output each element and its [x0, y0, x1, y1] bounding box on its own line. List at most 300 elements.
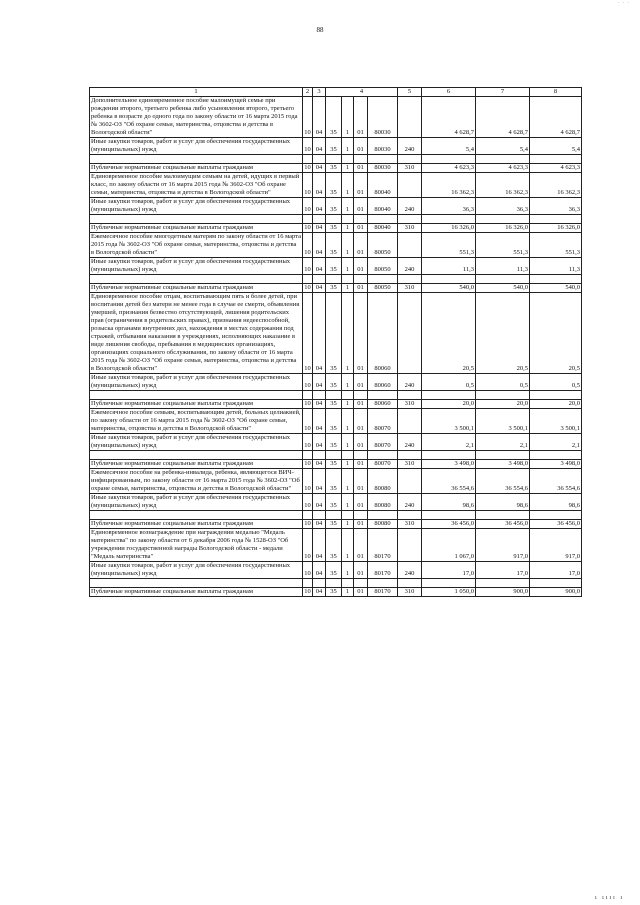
table-row — [90, 164, 582, 173]
cell-c6: 11,3 — [422, 258, 476, 275]
cell-c5: 310 — [398, 284, 422, 293]
item-name-cell: Публичные нормативные социальные выплаты гражданам — [90, 460, 303, 469]
cell-c4b: 1 — [342, 434, 354, 451]
empty-cell — [368, 391, 398, 400]
cell-c7: 2,1 — [476, 434, 530, 451]
cell-c8: 16 326,0 — [530, 224, 582, 233]
spacer-row — [90, 275, 582, 284]
empty-cell — [422, 579, 476, 588]
cell-c4d: 80070 — [368, 460, 398, 469]
cell-c5 — [398, 173, 422, 198]
cell-c7: 551,3 — [476, 233, 530, 258]
cell-c5: 240 — [398, 198, 422, 215]
empty-cell — [398, 275, 422, 284]
table-row — [90, 138, 582, 155]
empty-cell — [326, 451, 342, 460]
cell-c8: 2,1 — [530, 434, 582, 451]
cell-c3: 04 — [313, 460, 326, 469]
cell-c3: 04 — [313, 173, 326, 198]
item-name-cell: Единовременное вознаграждение при награждении медалью "Медаль материнства" по закону области от 6 декабря 2006 года № 1528-ОЗ "Об учреждении государственной награды Вологодской области - медали "Медаль материнства" — [90, 529, 303, 562]
cell-c6: 1 050,0 — [422, 588, 476, 597]
table-row — [90, 374, 582, 391]
cell-c5: 310 — [398, 400, 422, 409]
footer-mark: ı ıııı ı — [594, 895, 624, 901]
cell-c4a: 35 — [326, 258, 342, 275]
empty-cell — [303, 391, 313, 400]
spacer-row — [90, 215, 582, 224]
table-row — [90, 97, 582, 138]
cell-c7: 4 628,7 — [476, 97, 530, 138]
empty-cell — [476, 215, 530, 224]
cell-c6: 3 498,0 — [422, 460, 476, 469]
cell-c2: 10 — [303, 409, 313, 434]
cell-c4a: 35 — [326, 97, 342, 138]
cell-c3: 04 — [313, 138, 326, 155]
cell-c4d: 80040 — [368, 224, 398, 233]
cell-c6: 16 362,3 — [422, 173, 476, 198]
cell-c4a: 35 — [326, 400, 342, 409]
empty-cell — [342, 155, 354, 164]
cell-c4c: 01 — [354, 97, 368, 138]
cell-c4d: 80070 — [368, 409, 398, 434]
cell-c6: 16 326,0 — [422, 224, 476, 233]
empty-cell — [326, 391, 342, 400]
empty-cell — [422, 391, 476, 400]
cell-c4a: 35 — [326, 284, 342, 293]
cell-c8: 20,0 — [530, 400, 582, 409]
cell-c4b: 1 — [342, 400, 354, 409]
cell-c5: 240 — [398, 258, 422, 275]
cell-c4b: 1 — [342, 409, 354, 434]
cell-c3: 04 — [313, 233, 326, 258]
cell-c6: 540,0 — [422, 284, 476, 293]
empty-cell — [530, 275, 582, 284]
cell-c4c: 01 — [354, 198, 368, 215]
cell-c8: 551,3 — [530, 233, 582, 258]
empty-cell — [90, 391, 303, 400]
cell-c6: 20,0 — [422, 400, 476, 409]
cell-c5: 310 — [398, 520, 422, 529]
cell-c7: 3 498,0 — [476, 460, 530, 469]
empty-cell — [368, 579, 398, 588]
cell-c5: 310 — [398, 224, 422, 233]
cell-c3: 04 — [313, 198, 326, 215]
empty-cell — [354, 391, 368, 400]
cell-c4b: 1 — [342, 284, 354, 293]
cell-c8: 5,4 — [530, 138, 582, 155]
cell-c7: 0,5 — [476, 374, 530, 391]
cell-c4a: 35 — [326, 293, 342, 374]
cell-c4a: 35 — [326, 224, 342, 233]
cell-c5 — [398, 293, 422, 374]
empty-cell — [90, 511, 303, 520]
cell-c4d: 80060 — [368, 374, 398, 391]
cell-c4d: 80040 — [368, 198, 398, 215]
empty-cell — [303, 579, 313, 588]
cell-c4c: 01 — [354, 588, 368, 597]
cell-c4a: 35 — [326, 494, 342, 511]
empty-cell — [354, 155, 368, 164]
cell-c4b: 1 — [342, 138, 354, 155]
table-row — [90, 409, 582, 434]
item-name-cell: Ежемесячное пособие многодетным матерям по закону области от 16 марта 2015 года № 3602-ОЗ "Об охране семьи, материнства, отцовства и детства в Вологодской области" — [91, 233, 301, 256]
empty-cell — [368, 511, 398, 520]
cell-c5: 240 — [398, 138, 422, 155]
cell-c7: 11,3 — [476, 258, 530, 275]
cell-c4b: 1 — [342, 562, 354, 579]
empty-cell — [326, 215, 342, 224]
table-row — [90, 529, 582, 562]
cell-c4c: 01 — [354, 173, 368, 198]
cell-c4a: 35 — [326, 562, 342, 579]
cell-c5: 240 — [398, 374, 422, 391]
table-row — [90, 284, 582, 293]
empty-cell — [342, 391, 354, 400]
cell-c4c: 01 — [354, 374, 368, 391]
empty-cell — [313, 579, 326, 588]
empty-cell — [530, 451, 582, 460]
cell-c2: 10 — [304, 520, 311, 527]
item-name-cell: Иные закупки товаров, работ и услуг для обеспечения государственных (муниципальных) нужд — [90, 434, 303, 451]
cell-c7: 5,4 — [476, 138, 530, 155]
table-row — [90, 173, 582, 198]
cell-c8: 98,6 — [530, 494, 582, 511]
cell-c2: 10 — [303, 529, 313, 562]
cell-c4b: 1 — [342, 224, 354, 233]
cell-c2: 10 — [303, 562, 313, 579]
cell-c4c: 01 — [354, 138, 368, 155]
cell-c4b: 1 — [342, 469, 354, 494]
cell-c4d: 80170 — [368, 588, 398, 597]
cell-c4a: 35 — [326, 138, 342, 155]
table-row — [90, 233, 582, 258]
item-name-cell: Публичные нормативные социальные выплаты гражданам — [90, 520, 303, 529]
cell-c4a: 35 — [326, 233, 342, 258]
cell-c4c: 01 — [354, 164, 368, 173]
item-name-cell: Иные закупки товаров, работ и услуг для обеспечения государственных (муниципальных) нужд — [90, 374, 303, 391]
cell-c8: 36,3 — [530, 198, 582, 215]
empty-cell — [368, 155, 398, 164]
empty-cell — [313, 275, 326, 284]
cell-c7: 36 554,6 — [476, 469, 530, 494]
empty-cell — [313, 451, 326, 460]
item-name-cell: Ежемесячное пособие на ребенка-инвалида, ребенка, являющегося ВИЧ-инфицированным, по закону области от 16 марта 2015 года № 3602-ОЗ "Об охране семьи, материнства, отцовства и детства в Вологодской области" — [90, 469, 303, 494]
cell-c4d: 80080 — [368, 494, 398, 511]
cell-c4c: 01 — [354, 224, 368, 233]
cell-c2: 10 — [303, 198, 313, 215]
cell-c4b: 1 — [342, 588, 354, 597]
empty-cell — [476, 451, 530, 460]
cell-c4b: 1 — [342, 233, 354, 258]
item-name-cell: Ежемесячное пособие семьям, воспитывающим детей, больных целиакией, по закону области от 16 марта 2015 года № 3602-ОЗ "Об охране семьи, материнства, отцовства и детства в Вологодской области" — [91, 409, 301, 432]
empty-cell — [303, 275, 313, 284]
empty-cell — [354, 579, 368, 588]
cell-c5 — [398, 469, 422, 494]
cell-c7: 36 456,0 — [476, 520, 530, 529]
empty-cell — [342, 451, 354, 460]
cell-c4d: 80030 — [368, 164, 398, 173]
empty-cell — [303, 511, 313, 520]
cell-c4d: 80170 — [368, 562, 398, 579]
spacer-row — [90, 391, 582, 400]
cell-c3: 04 — [313, 588, 326, 597]
cell-c8: 36 554,6 — [530, 469, 582, 494]
header-cell-4: 4 — [326, 88, 398, 97]
empty-cell — [530, 391, 582, 400]
cell-c4c: 01 — [354, 400, 368, 409]
empty-cell — [326, 275, 342, 284]
cell-c4b: 1 — [342, 164, 354, 173]
cell-c4c: 01 — [354, 284, 368, 293]
empty-cell — [303, 451, 313, 460]
budget-table — [89, 87, 582, 597]
item-name-cell: Публичные нормативные социальные выплаты гражданам — [90, 588, 303, 597]
cell-c7: 16 326,0 — [476, 224, 530, 233]
page-number: 88 — [316, 26, 324, 34]
empty-cell — [354, 215, 368, 224]
cell-c4c: 01 — [354, 494, 368, 511]
cell-c4b: 1 — [342, 374, 354, 391]
empty-cell — [354, 511, 368, 520]
item-name-cell: Единовременное пособие малоимущим семьям на детей, идущих в первый класс, по закону области от 16 марта 2015 года № 3602-ОЗ "Об охране семьи, материнства, отцовства и детства в Вологодской области" — [90, 173, 303, 198]
empty-cell — [342, 511, 354, 520]
cell-c6: 4 623,3 — [422, 164, 476, 173]
cell-c4d: 80170 — [368, 529, 398, 562]
empty-cell — [313, 391, 326, 400]
empty-cell — [530, 511, 582, 520]
cell-c4c: 01 — [354, 460, 368, 469]
cell-c8: 11,3 — [530, 258, 582, 275]
spacer-row — [90, 511, 582, 520]
empty-cell — [398, 451, 422, 460]
empty-cell — [476, 391, 530, 400]
cell-c4b: 1 — [342, 198, 354, 215]
cell-c4b: 1 — [342, 258, 354, 275]
cell-c4a: 35 — [326, 198, 342, 215]
cell-c2: 10 — [303, 138, 313, 155]
cell-c3: 04 — [313, 224, 326, 233]
cell-c4a: 35 — [326, 460, 342, 469]
cell-c7: 540,0 — [476, 284, 530, 293]
table-row — [90, 434, 582, 451]
empty-cell — [303, 215, 313, 224]
header-cell-8: 8 — [530, 88, 582, 97]
cell-c4d: 80070 — [368, 434, 398, 451]
cell-c4b: 1 — [342, 97, 354, 138]
cell-c3: 04 — [313, 293, 326, 374]
cell-c6: 36,3 — [422, 198, 476, 215]
cell-c2: 10 — [304, 460, 311, 467]
cell-c4a: 35 — [326, 164, 342, 173]
cell-c2: 10 — [303, 293, 313, 374]
cell-c2: 10 — [304, 588, 311, 595]
item-name-cell: Публичные нормативные социальные выплаты гражданам — [90, 284, 303, 293]
cell-c4a: 35 — [326, 173, 342, 198]
empty-cell — [422, 511, 476, 520]
cell-c8: 900,0 — [530, 588, 582, 597]
empty-cell — [90, 155, 303, 164]
table-row — [90, 520, 582, 529]
cell-c5 — [398, 97, 422, 138]
cell-c4b: 1 — [342, 173, 354, 198]
item-name-cell: Публичные нормативные социальные выплаты гражданам — [90, 224, 303, 233]
empty-cell — [368, 275, 398, 284]
item-name-cell: Иные закупки товаров, работ и услуг для обеспечения государственных (муниципальных) нужд — [90, 494, 303, 511]
cell-c4c: 01 — [354, 469, 368, 494]
table-row — [90, 562, 582, 579]
item-name-cell: Иные закупки товаров, работ и услуг для обеспечения государственных (муниципальных) нужд — [90, 198, 303, 215]
cell-c3: 04 — [313, 97, 326, 138]
cell-c3: 04 — [313, 284, 326, 293]
cell-c3: 04 — [313, 494, 326, 511]
empty-cell — [313, 155, 326, 164]
item-name-cell: Публичные нормативные социальные выплаты гражданам — [90, 400, 303, 409]
cell-c4d: 80050 — [368, 233, 398, 258]
cell-c8: 3 500,1 — [530, 409, 582, 434]
cell-c8: 0,5 — [530, 374, 582, 391]
cell-c3: 04 — [313, 258, 326, 275]
item-name-cell: Публичные нормативные социальные выплаты гражданам — [90, 164, 303, 173]
cell-c6: 36 554,6 — [422, 469, 476, 494]
empty-cell — [368, 215, 398, 224]
cell-c3: 04 — [313, 469, 326, 494]
spacer-row — [90, 451, 582, 460]
empty-cell — [303, 155, 313, 164]
cell-c5: 240 — [398, 494, 422, 511]
cell-c5: 310 — [398, 164, 422, 173]
empty-cell — [422, 451, 476, 460]
cell-c4c: 01 — [354, 233, 368, 258]
empty-cell — [398, 155, 422, 164]
cell-c7: 98,6 — [476, 494, 530, 511]
cell-c4b: 1 — [342, 520, 354, 529]
table-header-row — [90, 88, 582, 97]
cell-c2: 10 — [304, 284, 311, 291]
cell-c4d: 80050 — [368, 284, 398, 293]
cell-c8: 3 498,0 — [530, 460, 582, 469]
cell-c8: 16 362,3 — [530, 173, 582, 198]
cell-c5 — [398, 409, 422, 434]
cell-c2: 10 — [303, 233, 313, 258]
cell-c3: 04 — [313, 434, 326, 451]
spacer-row — [90, 579, 582, 588]
cell-c8: 4 623,3 — [530, 164, 582, 173]
empty-cell — [530, 215, 582, 224]
header-cell-2: 2 — [303, 88, 313, 97]
cell-c7: 20,5 — [476, 293, 530, 374]
cell-c3: 04 — [313, 409, 326, 434]
empty-cell — [342, 275, 354, 284]
cell-c4b: 1 — [342, 460, 354, 469]
cell-c2: 10 — [303, 97, 313, 138]
empty-cell — [326, 579, 342, 588]
cell-c4c: 01 — [354, 520, 368, 529]
cell-c8: 36 456,0 — [530, 520, 582, 529]
table-row — [90, 293, 582, 374]
cell-c6: 98,6 — [422, 494, 476, 511]
table-row — [90, 400, 582, 409]
empty-cell — [476, 155, 530, 164]
cell-c4a: 35 — [326, 588, 342, 597]
cell-c2: 10 — [304, 400, 311, 407]
cell-c4a: 35 — [326, 409, 342, 434]
corner-mark: · · · — [617, 1, 630, 6]
empty-cell — [476, 511, 530, 520]
item-name-cell: Иные закупки товаров, работ и услуг для обеспечения государственных (муниципальных) нужд — [90, 138, 303, 155]
table-row — [90, 258, 582, 275]
cell-c4b: 1 — [342, 293, 354, 374]
item-name-cell: Единовременное пособие отцам, воспитывающим пять и более детей, при воспитании детей без матери не менее года в случае ее смерти, объявления умершей, признания безвестно отсутствующей, лишения родительских прав (ограничения в родительских правах), признания недееспособной, розыска органами внутренних дел, нахождения в местах содержания под стражей, отбывания наказания в учреждениях, исполняющих наказание в виде лишения свободы, пребывания в медицинских организациях, организациях социального обслуживания, по закону области от 16 марта 2015 года № 3602-ОЗ "Об охране семьи, материнства, отцовства и детства в Вологодской области" — [90, 293, 303, 374]
empty-cell — [422, 275, 476, 284]
empty-cell — [476, 579, 530, 588]
cell-c6: 0,5 — [422, 374, 476, 391]
cell-c4c: 01 — [354, 293, 368, 374]
empty-cell — [422, 155, 476, 164]
header-cell-7: 7 — [476, 88, 530, 97]
cell-c6: 3 500,1 — [422, 409, 476, 434]
empty-cell — [90, 451, 303, 460]
cell-c2: 10 — [303, 374, 313, 391]
header-cell-5: 5 — [398, 88, 422, 97]
empty-cell — [476, 275, 530, 284]
cell-c4b: 1 — [342, 494, 354, 511]
empty-cell — [530, 579, 582, 588]
cell-c5: 240 — [398, 434, 422, 451]
cell-c4c: 01 — [354, 529, 368, 562]
cell-c6: 551,3 — [422, 233, 476, 258]
empty-cell — [530, 155, 582, 164]
cell-c6: 2,1 — [422, 434, 476, 451]
cell-c4d: 80060 — [368, 400, 398, 409]
cell-c4d: 80080 — [368, 520, 398, 529]
cell-c3: 04 — [313, 164, 326, 173]
cell-c4a: 35 — [326, 469, 342, 494]
empty-cell — [354, 451, 368, 460]
cell-c8: 4 628,7 — [530, 97, 582, 138]
spacer-row — [90, 155, 582, 164]
empty-cell — [326, 155, 342, 164]
cell-c7: 20,0 — [476, 400, 530, 409]
cell-c4c: 01 — [354, 434, 368, 451]
cell-c2: 10 — [304, 164, 311, 171]
cell-c4d: 80080 — [368, 469, 398, 494]
cell-c8: 540,0 — [530, 284, 582, 293]
empty-cell — [342, 579, 354, 588]
cell-c8: 20,5 — [530, 293, 582, 374]
item-name-cell: Иные закупки товаров, работ и услуг для обеспечения государственных (муниципальных) нужд — [90, 562, 303, 579]
empty-cell — [313, 215, 326, 224]
cell-c4d: 80030 — [368, 97, 398, 138]
cell-c6: 17,0 — [422, 562, 476, 579]
cell-c4b: 1 — [342, 529, 354, 562]
cell-c4c: 01 — [354, 409, 368, 434]
cell-c6: 1 067,0 — [422, 529, 476, 562]
cell-c4c: 01 — [354, 562, 368, 579]
empty-cell — [90, 275, 303, 284]
cell-c3: 04 — [313, 562, 326, 579]
empty-cell — [90, 215, 303, 224]
empty-cell — [326, 511, 342, 520]
empty-cell — [398, 511, 422, 520]
cell-c4d: 80030 — [368, 138, 398, 155]
table-row — [90, 224, 582, 233]
header-cell-1: 1 — [90, 88, 303, 97]
cell-c4d: 80050 — [368, 258, 398, 275]
item-name-cell: Иные закупки товаров, работ и услуг для обеспечения государственных (муниципальных) нужд — [90, 258, 303, 275]
table-row — [90, 469, 582, 494]
item-name-cell: Дополнительное единовременное пособие малоимущей семье при рождении второго, третьего ребенка либо усыновлении второго, третьего ребенка в возрасте до одного года по закону области от 16 марта 2015 года № 3602-ОЗ "Об охране семьи, материнства, отцовства и детства в Вологодской области" — [90, 97, 303, 138]
cell-c6: 5,4 — [422, 138, 476, 155]
